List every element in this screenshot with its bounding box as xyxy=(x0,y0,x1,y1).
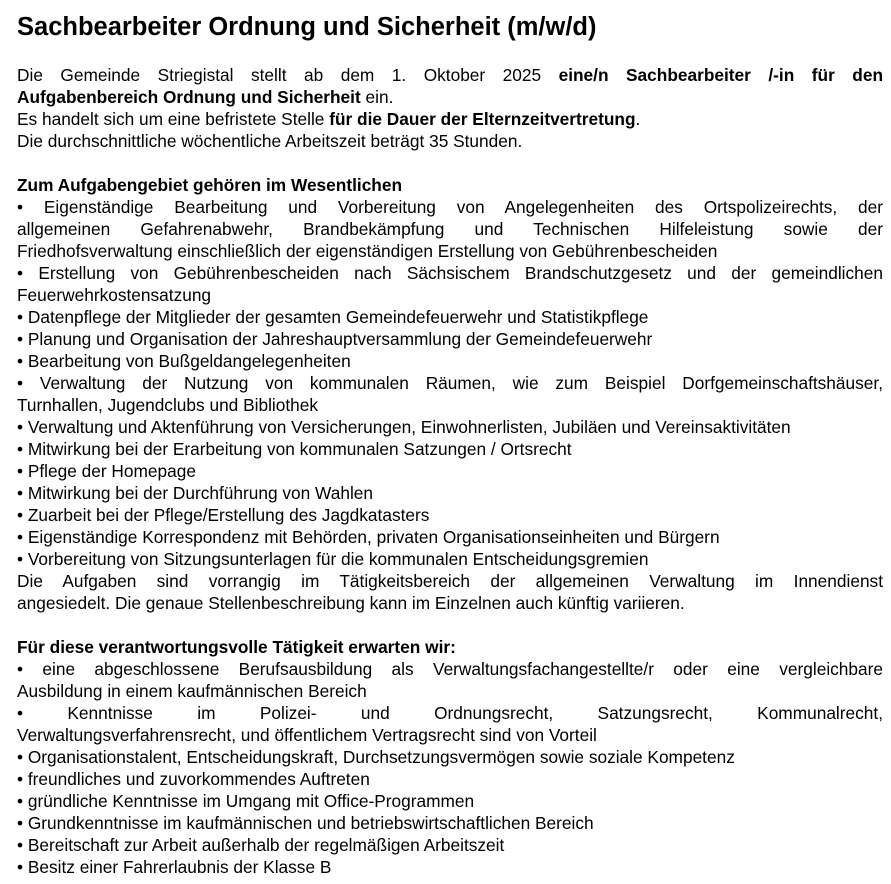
task-item xyxy=(17,438,883,460)
requirements-list xyxy=(17,658,883,878)
intro-text: ein. xyxy=(360,87,394,107)
task-item xyxy=(17,482,883,504)
requirement-item-line: • Organisationstalent, Entscheidungskraft, Durchsetzungsvermögen sowie soziale Kompetenz xyxy=(17,747,735,767)
requirement-item xyxy=(17,746,883,768)
task-item-line: • Eigenständige Bearbeitung und Vorbereitung von Angelegenheiten des Ortspolizeirechts, der xyxy=(17,197,883,217)
intro-text: . xyxy=(635,109,641,129)
intro-section xyxy=(17,64,883,152)
task-item-line: Feuerwehrkostensatzung xyxy=(17,285,212,305)
task-item xyxy=(17,306,883,328)
task-item-line: Turnhallen, Jugendclubs und Bibliothek xyxy=(17,395,319,415)
requirement-item-line: Verwaltungsverfahrensrecht, und öffentlichem Vertragsrecht sind von Vorteil xyxy=(17,725,597,745)
intro-line-2 xyxy=(17,86,883,108)
task-item xyxy=(17,504,883,526)
task-item-line: • Planung und Organisation der Jahreshauptversammlung der Gemeindefeuerwehr xyxy=(17,329,653,349)
task-item-line: • Pflege der Homepage xyxy=(17,461,196,481)
task-item-line: • Mitwirkung bei der Durchführung von Wahlen xyxy=(17,483,374,503)
page-title: Sachbearbeiter Ordnung und Sicherheit (m/w/d) xyxy=(17,13,597,41)
task-item-line: • Erstellung von Gebührenbescheiden nach Sächsischem Brandschutzgesetz und der gemeindlichen xyxy=(17,263,883,283)
tasks-list xyxy=(17,196,883,570)
task-item xyxy=(17,416,883,438)
requirement-item xyxy=(17,702,883,746)
task-item xyxy=(17,460,883,482)
intro-position-bold: eine/n Sachbearbeiter /-in für den xyxy=(558,65,884,85)
requirement-item xyxy=(17,768,883,790)
requirements-heading: Für diese verantwortungsvolle Tätigkeit erwarten wir: xyxy=(17,637,456,657)
requirement-item xyxy=(17,856,883,878)
requirement-item-line: • Bereitschaft zur Arbeit außerhalb der regelmäßigen Arbeitszeit xyxy=(17,835,505,855)
intro-line-3 xyxy=(17,108,883,130)
requirement-item xyxy=(17,834,883,856)
requirement-item-line: • gründliche Kenntnisse im Umgang mit Office-Programmen xyxy=(17,791,475,811)
requirement-item xyxy=(17,790,883,812)
task-item xyxy=(17,350,883,372)
posting-body xyxy=(17,64,883,878)
task-item xyxy=(17,548,883,570)
requirement-item-line: Ausbildung in einem kaufmännischen Bereich xyxy=(17,681,367,701)
tasks-closing xyxy=(17,570,883,614)
task-item xyxy=(17,262,883,306)
intro-text: Die Gemeinde Striegistal stellt ab dem 1. Oktober 2025 xyxy=(17,65,559,85)
task-item-line: • Datenpflege der Mitglieder der gesamten Gemeindefeuerwehr und Statistikpflege xyxy=(17,307,649,327)
tasks-closing-line: Die Aufgaben sind vorrangig im Tätigkeitsbereich der allgemeinen Verwaltung im Innendienst xyxy=(17,571,883,591)
requirement-item-line: • Besitz einer Fahrerlaubnis der Klasse B xyxy=(17,857,332,877)
requirement-item-line: • freundliches und zuvorkommendes Auftreten xyxy=(17,769,370,789)
requirement-item-line: • Kenntnisse im Polizei- und Ordnungsrecht, Satzungsrecht, Kommunalrecht, xyxy=(17,703,883,723)
task-item-line: • Bearbeitung von Bußgeldangelegenheiten xyxy=(17,351,351,371)
task-item-line: • Vorbereitung von Sitzungsunterlagen für die kommunalen Entscheidungsgremien xyxy=(17,549,649,569)
tasks-section xyxy=(17,174,883,614)
requirement-item xyxy=(17,658,883,702)
task-item-line: Friedhofsverwaltung einschließlich der eigenständigen Erstellung von Gebührenbescheiden xyxy=(17,241,718,261)
task-item-line: allgemeinen Gefahrenabwehr, Brandbekämpfung und Technischen Hilfeleistung sowie der xyxy=(17,219,883,239)
task-item xyxy=(17,372,883,416)
intro-duration-bold: für die Dauer der Elternzeitvertretung xyxy=(329,109,636,129)
intro-line-1 xyxy=(17,64,883,86)
requirement-item-line: • eine abgeschlossene Berufsausbildung als Verwaltungsfachangestellte/r oder eine vergleichbare xyxy=(17,659,883,679)
task-item-line: • Verwaltung und Aktenführung von Versicherungen, Einwohnerlisten, Jubiläen und Vereinsaktivitäten xyxy=(17,417,791,437)
task-item xyxy=(17,526,883,548)
task-item xyxy=(17,328,883,350)
intro-area-bold: Aufgabenbereich Ordnung und Sicherheit xyxy=(17,87,361,107)
task-item-line: • Zuarbeit bei der Pflege/Erstellung des Jagdkatasters xyxy=(17,505,430,525)
tasks-heading: Zum Aufgabengebiet gehören im Wesentlichen xyxy=(17,175,403,195)
requirements-section xyxy=(17,636,883,878)
intro-text: Es handelt sich um eine befristete Stelle xyxy=(17,109,330,129)
task-item-line: • Verwaltung der Nutzung von kommunalen Räumen, wie zum Beispiel Dorfgemeinschaftshäuser, xyxy=(17,373,883,393)
requirement-item xyxy=(17,812,883,834)
tasks-closing-line: angesiedelt. Die genaue Stellenbeschreibung kann im Einzelnen auch künftig variieren. xyxy=(17,593,685,613)
task-item-line: • Mitwirkung bei der Erarbeitung von kommunalen Satzungen / Ortsrecht xyxy=(17,439,572,459)
task-item-line: • Eigenständige Korrespondenz mit Behörden, privaten Organisationseinheiten und Bürgern xyxy=(17,527,720,547)
intro-line-4: Die durchschnittliche wöchentliche Arbeitszeit beträgt 35 Stunden. xyxy=(17,131,523,151)
requirement-item-line: • Grundkenntnisse im kaufmännischen und betriebswirtschaftlichen Bereich xyxy=(17,813,594,833)
task-item xyxy=(17,196,883,262)
